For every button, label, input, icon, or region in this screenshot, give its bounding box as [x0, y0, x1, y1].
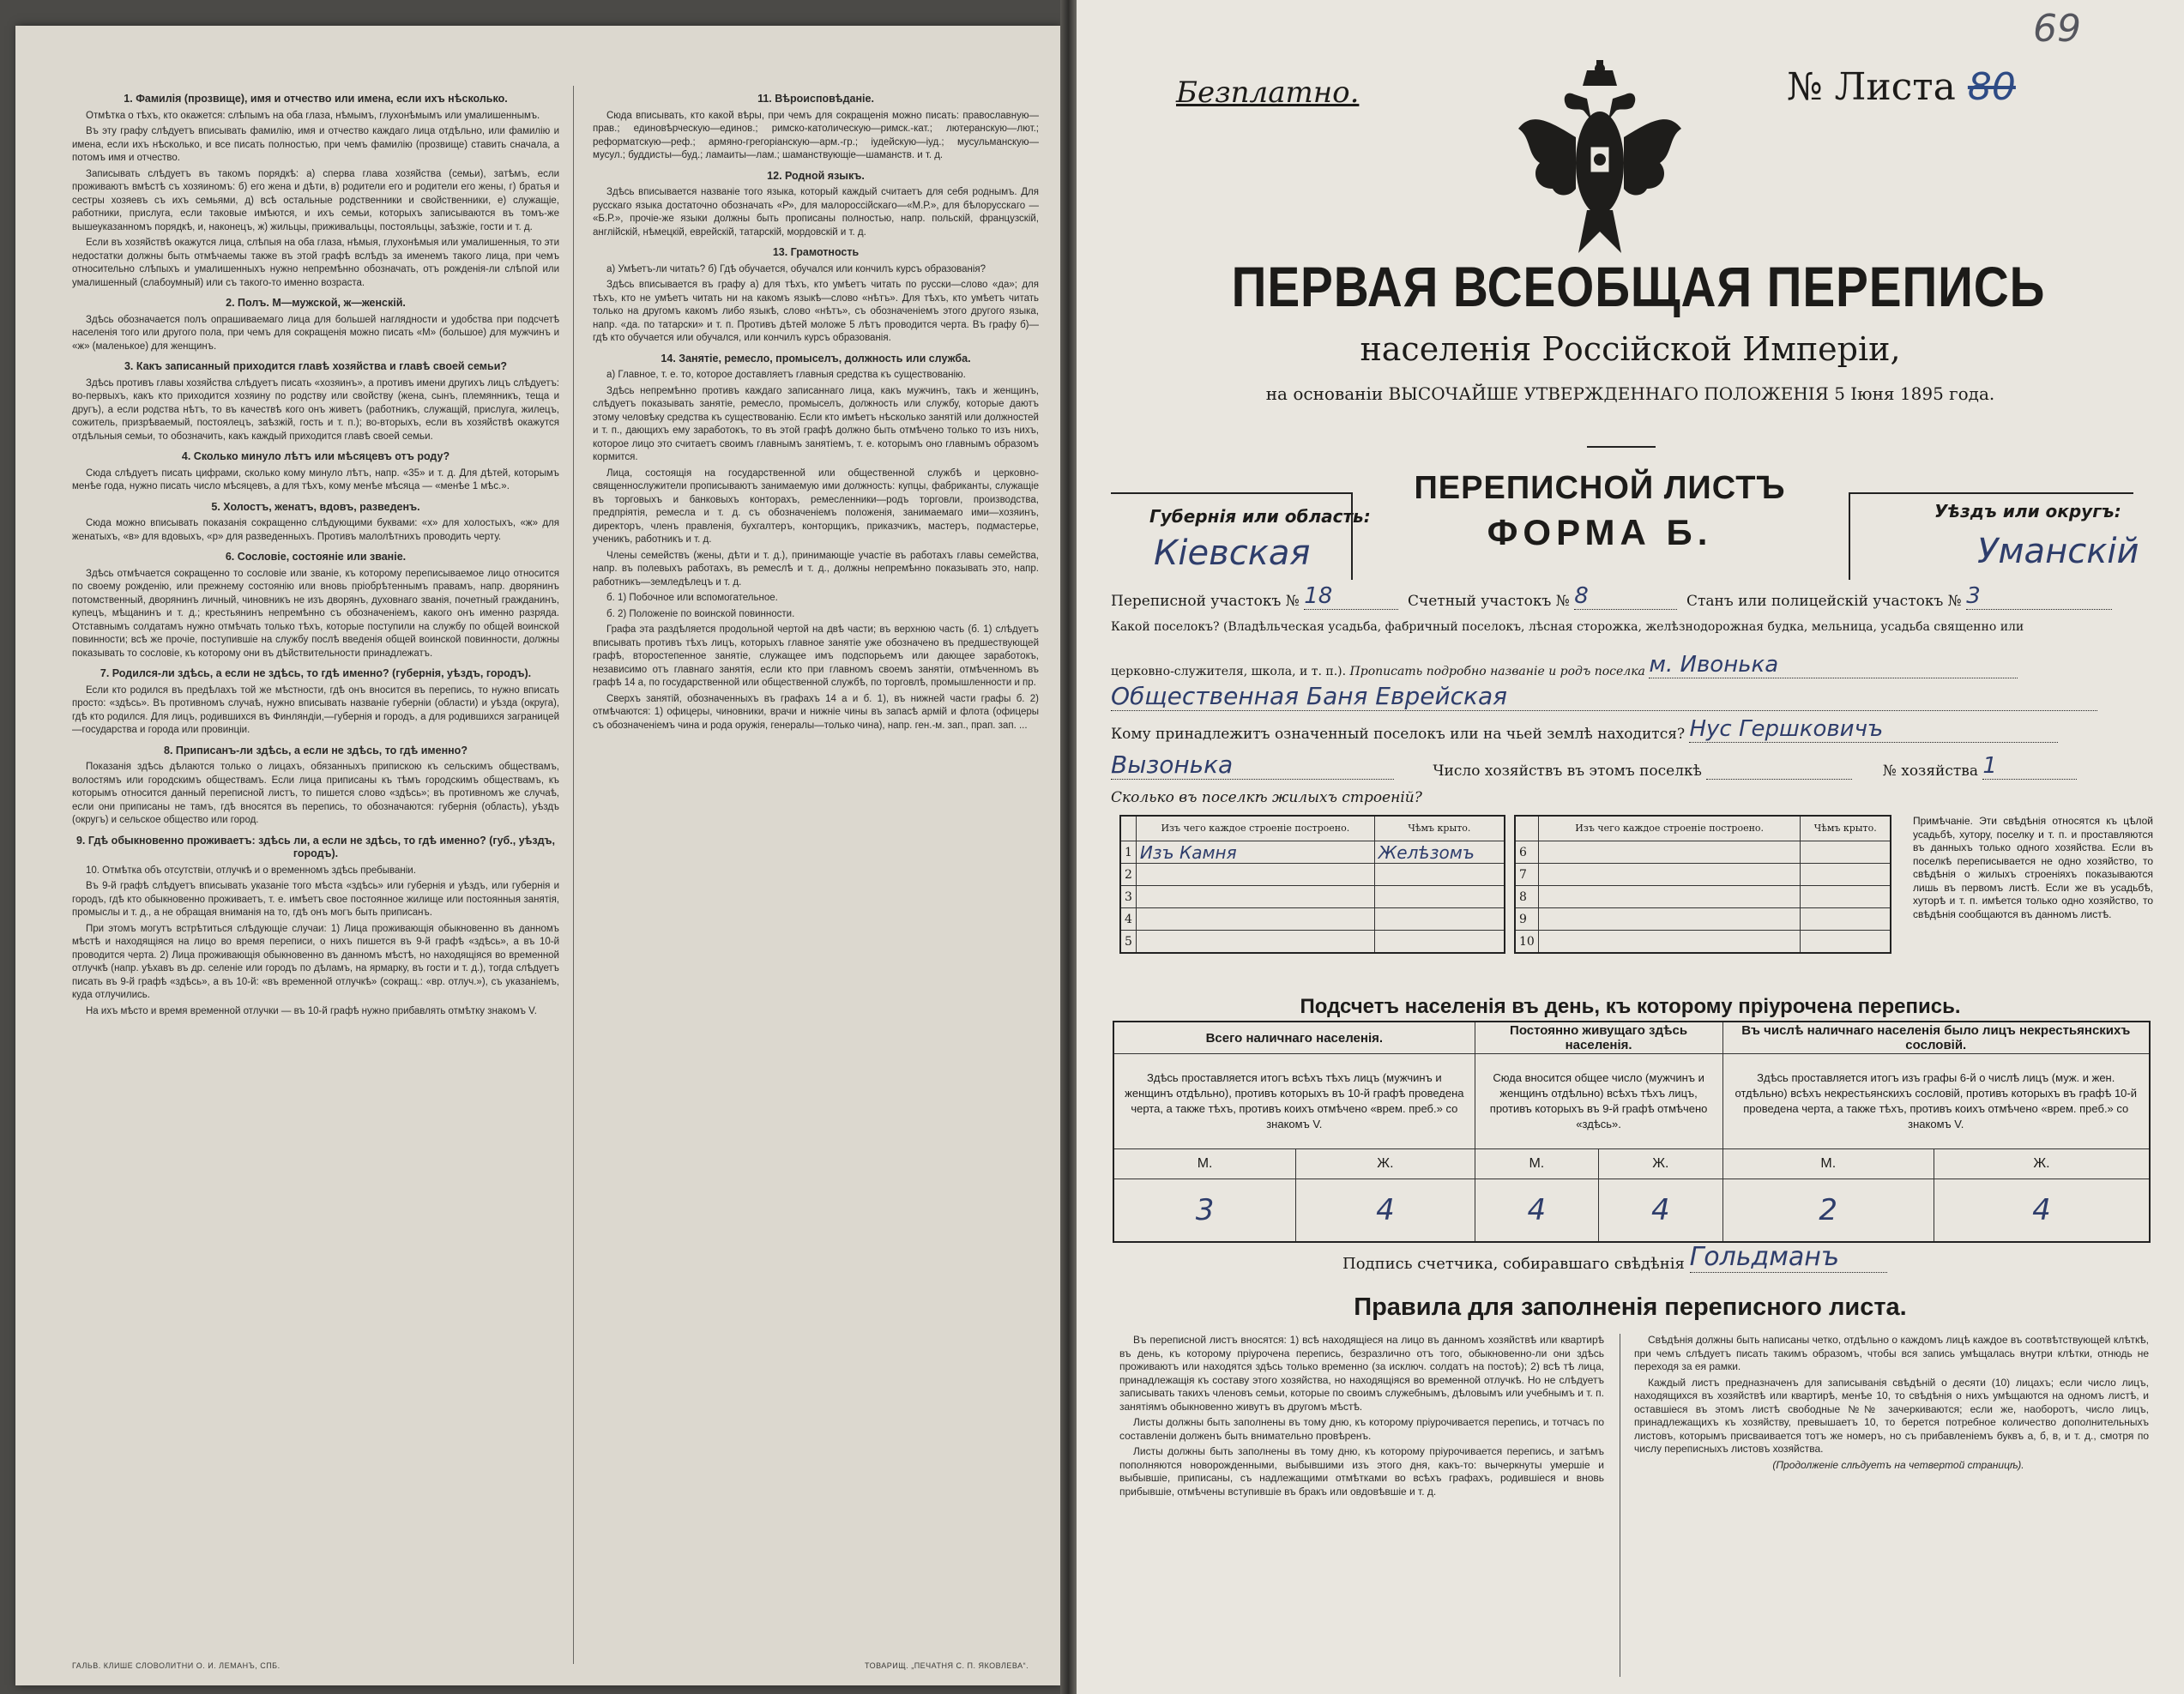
- gubernia-label: Губернія или область:: [1149, 506, 1371, 527]
- households-row: [1111, 751, 2149, 780]
- census-section-label: Переписной участокъ №: [1111, 593, 1300, 610]
- census-form-page: [1077, 0, 2184, 1694]
- rules-title: Правила для заполненія переписного листа.: [1354, 1293, 1907, 1321]
- rule-paragraph: Листы должны быть заполнены въ тому дню, къ которому пріурочивается перепись, и тотчасъ по составленіи долженъ быть внимательно провѣренъ.: [1119, 1416, 1604, 1442]
- owner-row: [1111, 716, 2149, 743]
- printer-mark-left: ГАЛЬВ. КЛИШЕ СЛОВОЛИТНИ О. И. ЛЕМАНЪ, СПБ.: [72, 1661, 281, 1670]
- gubernia-value: Кіевская: [1154, 534, 1311, 573]
- col-roof: Чѣмъ крыто.: [1374, 816, 1505, 841]
- sheet-number: [1787, 65, 2016, 109]
- rule-paragraph: Листы должны быть заполнены въ тому дню, къ которому пріурочивается перепись, и затѣмъ пополняются новорожденными, выбывшими изъ этого дня, какъ-то: вычеркнуты умершіе и выбывшіе, приписаны, съ надлежащими отмѣтками во всѣхъ графахъ, родившіеся и вновь прибывшіе, отмѣчены вступившіе въ бракъ или овдовѣвшіе и т. д.: [1119, 1445, 1604, 1498]
- m-label: М.: [1722, 1149, 1934, 1179]
- building-built: Изъ Камня: [1136, 841, 1374, 864]
- instruction-heading: 2. Полъ. М—мужской, ж—женскій.: [226, 297, 406, 309]
- instruction-paragraph: а) Главное, т. е. то, которое доставляетъ главныя средства къ существованію.: [606, 370, 966, 380]
- rule-paragraph: Свѣдѣнія должны быть написаны четко, отдѣльно о каждомъ лицѣ каждое въ соотвѣтствующей клѣткѣ, при чемъ слѣдуетъ писать такимъ образомъ, чтобы вся запись умѣщалась внутри клѣтки, отнюдь не переходя за ея рамки.: [1634, 1334, 2149, 1372]
- household-no-value: 1: [1982, 753, 2077, 780]
- count-head-total: Всего наличнаго населенія.: [1113, 1022, 1475, 1054]
- imperial-eagle-emblem-icon: [1514, 60, 1686, 257]
- instruction-section: [72, 667, 559, 738]
- resident-male-value: 4: [1475, 1179, 1598, 1243]
- sheet-number-label: № Листа: [1787, 65, 1956, 109]
- instruction-paragraph: Здѣсь обозначается полъ опрашиваемаго лица для большей наглядности и удобства при подсчетѣ населенія того или другого пола, при чемъ для сокращенія можно писать «М» (большое) для мужчинъ и «ж» (маленькое) для женщинъ.: [72, 314, 559, 352]
- instruction-paragraph: Въ эту графу слѣдуетъ вписывать фамилію, имя и отчество каждаго лица отдѣльно, или фамилію и имена, если ихъ нѣсколько, и все писать полностью, при чемъ фамилію (прозвище) ставить сначала, а потомъ имя и отчество.: [72, 126, 559, 163]
- building-no: 10: [1515, 931, 1538, 954]
- instruction-heading: 8. Приписанъ-ли здѣсь, а если не здѣсь, то гдѣ именно?: [164, 744, 468, 757]
- instruction-heading: 4. Сколько минуло лѣтъ или мѣсяцевъ отъ роду?: [181, 450, 450, 462]
- rules-continued: (Продолженіе слѣдуетъ на четвертой страницѣ).: [1772, 1458, 2024, 1471]
- book-gutter: [1060, 0, 1077, 1694]
- census-basis: на основаніи ВЫСОЧАЙШЕ УТВЕРЖДЕННАГО ПОЛОЖЕНІЯ 5 Іюня 1895 года.: [1265, 383, 1995, 404]
- total-female-value: 4: [1296, 1179, 1475, 1243]
- building-roof: [1374, 886, 1505, 908]
- form-name: [1385, 470, 1814, 553]
- instruction-paragraph: Здѣсь противъ главы хозяйства слѣдуетъ писать «хозяинъ», а противъ имени другихъ лицъ слѣдуетъ: во-первыхъ, какъ кто приходится хозяину по родству или свойству (жена, сынъ, племянникъ, теща и другъ), а если родства нѣтъ, то въ качествѣ кого онъ живетъ (работникъ, служащій, прислуга, жилецъ, сожитель, призрѣваемый, постоялецъ, заѣзжій, гость и т. п.); во-вторыхъ, если въ хозяйствѣ окажутся отдѣльныя семьи, то обозначить, какъ каждый приходится главѣ своей семьи.: [72, 377, 559, 442]
- instruction-paragraph: Сверхъ занятій, обозначенныхъ въ графахъ 14 а и б. 1), въ нижней части графы б. 2) отмѣчаются: 1) офицеры, чиновники, врачи и нижніе чины въ запасѣ армій и флота (офицеры съ обозначеніемъ чина и рода оружія, генералы—только чина), напр. ген.-м. зап., прап. зап. ...: [593, 693, 1039, 731]
- building-built: [1538, 841, 1801, 864]
- rule-paragraph: Въ переписной листъ вносятся: 1) всѣ находящіеся на лицо въ данномъ хозяйствѣ или квартирѣ въ день, къ которому пріурочена перепись, безразлично отъ того, обыкновенно-ли они здѣсь проживаютъ или находятся здѣсь только временно (за исключ. солдатъ на постоѣ); 2) всѣ тѣ лица, принадлежащія къ составу этого хозяйства, но находящіяся во временной отлучкѣ. Но не слѣдуетъ записывать такихъ членовъ семьи, которые по своимъ служебнымъ, дѣловымъ или учебнымъ и т. п. занятіямъ обыкновенно живутъ въ другомъ мѣстѣ.: [1119, 1334, 1604, 1413]
- count-desc-total: Здѣсь проставляется итогъ всѣхъ тѣхъ лицъ (мужчинъ и женщинъ отдѣльно), противъ которыхъ въ 10-й графѣ проведена черта, а также тѣхъ, противъ коихъ отмѣчено «врем. преб.» со знакомъ V.: [1113, 1054, 1475, 1149]
- buildings-table-2: [1514, 815, 1891, 954]
- instructions-column-2: [593, 86, 1039, 738]
- settlement-instruction: Прописать подробно названіе и родъ поселка: [1349, 665, 1645, 678]
- buildings-note: Примѣчаніе. Эти свѣдѣнія относятся къ цѣлой усадьбѣ, хутору, поселку и т. п. и проставляются въ данныхъ только одного хозяйства. Если въ поселкѣ переписывается не одно хозяйство, то свѣдѣнія о жилыхъ строеніяхъ показываются лишь въ первомъ листѣ. Если же въ усадьбѣ, хуторѣ и т. п. имѣется только одно хозяйство, то свѣдѣнія сообщаются въ данномъ листѣ.: [1913, 815, 2153, 920]
- building-no: 7: [1515, 864, 1538, 886]
- building-roof: [1374, 908, 1505, 931]
- instruction-section: [72, 835, 559, 1019]
- instruction-paragraph: Здѣсь отмѣчается сокращенно то сословіе или званіе, къ которому переписываемое лицо относится по своему рожденію, или прежнему состоянію или вновь пріобрѣтеннымъ правамъ, напр. дворянинъ потомственный, дворянинъ личный, чиновникъ не изъ дворянъ, духовнаго званія, почетный гражданинъ, купецъ, мѣщанинъ и т. д.; крестьянинъ непремѣнно съ обозначеніемъ, какого онъ именно разряда. Отставнымъ солдатамъ нужно отмѣчать только тѣхъ, которые поступили на службу по общей воинской повинности; всѣ же прочіе, поступившіе на службу послѣ введенія общей воинской повинности, должны показывать то сословіе, къ которому они въ дѣйствительности принадлежатъ.: [72, 568, 559, 659]
- m-label: М.: [1475, 1149, 1598, 1179]
- total-male-value: 3: [1113, 1179, 1296, 1243]
- owner-value-2: Вызонька: [1111, 751, 1394, 780]
- building-row: [1515, 908, 1891, 931]
- instruction-paragraph: Здѣсь вписывается въ графу а) для тѣхъ, кто умѣетъ читать по русски—слово «да»; для тѣхъ, кто не умѣетъ читать ни на какомъ языкѣ—слово «нѣтъ». Для тѣхъ, кто умѣетъ читать только на другомъ какомъ либо языкѣ, слово «нѣтъ», съ обозначеніемъ этого другого языка, напр. «да. по татарски» и т. п. Противъ дѣтей моложе 5 лѣтъ проводится черта. Въ графу б)—гдѣ кто обучается или обучался, или кончилъ курсъ образованія.: [593, 280, 1039, 343]
- building-row: [1515, 886, 1891, 908]
- instruction-paragraph: б. 2) Положеніе по воинской повинности.: [606, 608, 795, 619]
- census-subtitle: населенія Россійской Имперіи,: [1360, 330, 1901, 368]
- building-row: [1120, 841, 1505, 864]
- instruction-paragraph: На ихъ мѣсто и время временной отлучки — въ 10-й графѣ нужно прибавлять отмѣтку знакомъ V.: [86, 1005, 537, 1016]
- building-roof: [1801, 886, 1891, 908]
- building-no: 6: [1515, 841, 1538, 864]
- buildings-row: [1111, 789, 2149, 806]
- building-row: [1515, 864, 1891, 886]
- nonpeasant-male-value: 2: [1722, 1179, 1934, 1243]
- building-roof: [1374, 931, 1505, 954]
- building-row: [1120, 886, 1505, 908]
- instruction-heading: 9. Гдѣ обыкновенно проживаетъ: здѣсь ли, а если не здѣсь, то гдѣ именно? (губ., уѣздъ, городъ).: [75, 834, 556, 859]
- building-roof: [1801, 908, 1891, 931]
- rules-column-2: [1634, 1334, 2149, 1474]
- count-section-value: 8: [1574, 583, 1677, 610]
- archive-page-number: 69: [2033, 7, 2081, 51]
- building-built: [1136, 908, 1374, 931]
- instruction-section: [593, 353, 1039, 733]
- instruction-paragraph: Отмѣтка о тѣхъ, кто окажется: слѣпымъ на оба глаза, нѣмымъ, глухонѣмымъ или умалишеннымъ.: [86, 110, 540, 121]
- settlement-row: [1111, 652, 2149, 678]
- uezd-label: Уѣздъ или округъ:: [1934, 501, 2121, 521]
- instruction-paragraph: При этомъ могутъ встрѣтиться слѣдующіе случаи: 1) Лица проживающія обыкновенно въ данномъ мѣстѣ и находящіяся на лицо во время переписи, о нихъ пишется въ 9-й графѣ «здѣсь», а въ 10-й проводится черта. 2) Лица проживающія обыкновенно въ данномъ мѣстѣ, но находящіяся во временной отлучкѣ (напр. уѣхавъ въ др. селеніе или городъ по дѣламъ, на ярмарку, въ гости и т. д.), тогда слѣдуетъ писать въ 9-й графѣ «здѣсь», а въ 10-й: «въ временной отлучкѣ» (сокращ.: «вр. отлуч.»), съ указаніемъ, куда отлучились.: [72, 923, 559, 1000]
- instruction-paragraph: Сюда можно вписывать показанія сокращенно слѣдующими буквами: «х» для холостыхъ, «ж» для женатыхъ, «в» для вдовыхъ, «р» для разведенныхъ. Противъ малолѣтнихъ проводить черту.: [72, 518, 559, 542]
- instruction-section: [72, 745, 559, 828]
- buildings-label: Сколько въ поселкѣ жилыхъ строеній?: [1111, 789, 1422, 806]
- instruction-heading: 6. Сословіе, состояніе или званіе.: [225, 551, 407, 563]
- building-no: 5: [1120, 931, 1136, 954]
- count-desc-resident: Сюда вносится общее число (мужчинъ и женщинъ отдѣльно) всѣхъ тѣхъ лицъ, противъ которыхъ въ 9-й графѣ отмѣчено «здѣсь».: [1475, 1054, 1722, 1149]
- instruction-heading: 13. Грамотность: [772, 246, 860, 258]
- instruction-paragraph: Здѣсь вписывается названіе того языка, который каждый считаетъ для себя роднымъ. Для русскаго языка достаточно обозначать «Р», для малороссійскаго—«М.Р.», для бѣлорусскаго — «Б.Р.», прочіе-же языки должны быть прописаны полностью, напр. польскій, французскій, англійскій, нѣмецкій, еврейскій, татарскій, мордовскій и т. д.: [593, 187, 1039, 238]
- instruction-paragraph: Лица, состоящія на государственной или общественной службѣ и церковно-священнослужители прописываютъ занимаемую ими должность: купцы, фабриканты, служащіе въ торговыхъ и банковыхъ конторахъ, ремесленники—родъ торговли, производства, предпріятія, ремесла и т. д. съ обозначеніемъ положенія, занимаемаго ими—хозяинъ, директоръ, членъ правленія, бухгалтеръ, конторщикъ, приказчикъ, мастеръ, подмастерье, ученикъ, работникъ и т. д.: [593, 467, 1039, 545]
- building-built: [1136, 931, 1374, 954]
- instructions-column-1: [72, 86, 559, 1023]
- instruction-heading: 5. Холостъ, женатъ, вдовъ, разведенъ.: [211, 500, 420, 513]
- building-built: [1136, 886, 1374, 908]
- instruction-paragraph: б. 1) Побочное или вспомогательное.: [606, 593, 778, 603]
- instruction-heading: 11. Вѣроисповѣданіе.: [757, 93, 874, 105]
- signature-row: [1342, 1242, 1887, 1273]
- signature-value: Гольдманъ: [1690, 1242, 1887, 1273]
- instruction-section: [593, 170, 1039, 240]
- col-built-2: Изъ чего каждое строеніе построено.: [1538, 816, 1801, 841]
- instruction-paragraph: Показанія здѣсь дѣлаются только о лицахъ, обязанныхъ припискою къ сельскимъ обществамъ, волостямъ или городскимъ обществамъ. Если лица приписаны къ тѣмъ городскимъ обществамъ, къ которымъ относится данный переписной листъ, то пишется слово «здѣсь»; въ противномъ же случаѣ, если они приписаны не тамъ, гдѣ вносятся въ перепись, то обозначаются: губернія (область), уѣздъ (округъ) и сельское общество или город.: [72, 762, 559, 825]
- building-row: [1120, 931, 1505, 954]
- settlement-label-2: церковно-служителя, школа, и т. п.).: [1111, 665, 1347, 678]
- instruction-section: [593, 93, 1039, 163]
- building-row: [1120, 864, 1505, 886]
- building-no: 1: [1120, 841, 1136, 864]
- building-built: [1538, 908, 1801, 931]
- instruction-paragraph: Сюда слѣдуетъ писать цифрами, сколько кому минуло лѣтъ, напр. «35» и т. д. Для дѣтей, которымъ менѣе года, нужно писать число мѣсяцевъ, а для тѣхъ, кому менѣе мѣсяца — «менѣе 1 мѣс.».: [72, 467, 559, 491]
- census-section-value: 18: [1304, 583, 1398, 610]
- instruction-section: [72, 551, 559, 660]
- f-label: Ж.: [1934, 1149, 2150, 1179]
- building-roof: [1374, 864, 1505, 886]
- instruction-section: [593, 246, 1039, 346]
- sections-row: [1111, 583, 2149, 610]
- owner-label: Кому принадлежитъ означенный поселокъ или на чьей землѣ находится?: [1111, 726, 1686, 743]
- settlement-row-2: [1111, 682, 2149, 711]
- rules-column-1: [1119, 1334, 1604, 1501]
- instruction-paragraph: Здѣсь непремѣнно противъ каждаго записаннаго лица, какъ мужчинъ, такъ и женщинъ, слѣдуетъ показывать занятіе, ремесло, промыселъ, должность или службу, которые даютъ этому человѣку средства къ существованію. Если кто имѣетъ нѣсколько занятій или должностей и т. п., дающихъ ему заработокъ, то въ этой графѣ должно быть отмѣчено только то изъ нихъ, которое лицо это считаетъ своимъ главнымъ занятіемъ, т. е. которымъ оно главнымъ образомъ кормится.: [593, 385, 1039, 462]
- settlement-label: Какой поселокъ? (Владѣльческая усадьба, фабричный поселокъ, лѣсная сторожка, желѣзнодорожная будка, мельница, усадьба священно или: [1111, 620, 2024, 634]
- building-built: [1136, 864, 1374, 886]
- instruction-paragraph: Записывать слѣдуетъ въ такомъ порядкѣ: а) сперва глава хозяйства (семьи), затѣмъ, если проживаютъ вмѣстѣ съ хозяиномъ: б) его жена и дѣти, в) родители его и родители его жены, г) братья и сестры хозяевъ съ ихъ семьями, д) всѣ остальные родственники и свойственники, е) служащіе, работники, прислуга, если таковые имѣются, и ихъ семьи, которыхъ записываются въ томъ-же вышеуказанномъ порядкѣ, и, наконецъ, ж) жильцы, приживальцы, постояльцы, заѣзжіе, гости и т. д.: [72, 168, 559, 232]
- instruction-paragraph: Если кто родился въ предѣлахъ той же мѣстности, гдѣ онъ вносится въ перепись, то нужно вписать просто: «здѣсь». Въ противномъ случаѣ, нужно вписывать названіе губерніи (области) и уѣзда (округа), гдѣ кто родился. Для лицъ, родившихся въ Финляндіи,—губернія и городъ, а для родившихся заграницей—государства и города или провинціи.: [72, 684, 559, 735]
- instruction-paragraph: Въ 9-й графѣ слѣдуетъ вписывать указаніе того мѣста «здѣсь» или губернія и уѣздъ, или губернія и городъ, гдѣ кто обыкновенно проживаетъ, т. е. имѣетъ свое постоянное жилище или постоянныя занятія, промыслы и т. д., а не обращая вниманія на то, гдѣ онъ могъ быть приписанъ.: [72, 881, 559, 918]
- instruction-section: [72, 450, 559, 494]
- instruction-section: [72, 360, 559, 443]
- building-row: [1120, 908, 1505, 931]
- count-head-resident: Постоянно живущаго здѣсь населенія.: [1475, 1022, 1722, 1054]
- instruction-paragraph: Члены семействъ (жены, дѣти и т. д.), принимающіе участіе въ работахъ главы семейства, напр. въ полевыхъ работахъ, въ ремеслѣ и т. д., должны непремѣнно показывать это, напр. работникъ—земледѣлецъ и т. д.: [593, 550, 1039, 588]
- instruction-section: [72, 501, 559, 545]
- instruction-paragraph: а) Умѣетъ-ли читать? б) Гдѣ обучается, обучался или кончилъ курсъ образованія?: [606, 263, 986, 274]
- building-roof: Желѣзомъ: [1374, 841, 1505, 864]
- building-built: [1538, 886, 1801, 908]
- owner-value: Нус Гершковичъ: [1689, 716, 2058, 743]
- free-label: Безплатно.: [1176, 75, 1360, 110]
- instruction-paragraph: 10. Отмѣтка объ отсутствіи, отлучкѣ и о временномъ здѣсь пребываніи.: [86, 865, 416, 876]
- f-label: Ж.: [1599, 1149, 1722, 1179]
- instruction-heading: 14. Занятіе, ремесло, промыселъ, должность или служба.: [661, 352, 971, 365]
- instruction-section: [72, 297, 559, 353]
- building-built: [1538, 864, 1801, 886]
- building-no: 4: [1120, 908, 1136, 931]
- households-value: [1706, 779, 1852, 780]
- stan-label: Станъ или полицейскій участокъ №: [1686, 593, 1962, 610]
- settlement-value: м. Ивонька: [1649, 652, 2018, 678]
- household-no-label: № хозяйства: [1882, 763, 1979, 780]
- column-divider: [573, 86, 574, 1664]
- count-caption: Подсчетъ населенія въ день, къ которому пріурочена перепись.: [1300, 995, 1961, 1018]
- census-title: ПЕРВАЯ ВСЕОБЩАЯ ПЕРЕПИСЬ: [1231, 255, 2046, 318]
- stan-value: 3: [1966, 583, 2112, 610]
- settlement-value-2: Общественная Баня Еврейская: [1111, 682, 2097, 711]
- instruction-heading: 12. Родной языкъ.: [767, 169, 865, 182]
- title-divider: [1587, 446, 1656, 448]
- form-name-line2: ФОРМА Б.: [1487, 512, 1713, 552]
- instruction-heading: 1. Фамилія (прозвище), имя и отчество или имена, если ихъ нѣсколько.: [124, 93, 508, 105]
- left-page-instructions: [15, 26, 1060, 1685]
- instruction-heading: 3. Какъ записанный приходится главѣ хозяйства и главѣ своей семьи?: [124, 360, 508, 372]
- building-roof: [1801, 864, 1891, 886]
- building-no: 2: [1120, 864, 1136, 886]
- form-name-line1: ПЕРЕПИСНОЙ ЛИСТЪ: [1414, 470, 1786, 506]
- nonpeasant-female-value: 4: [1934, 1179, 2150, 1243]
- resident-female-value: 4: [1599, 1179, 1722, 1243]
- building-roof: [1801, 931, 1891, 954]
- count-section-label: Счетный участокъ №: [1408, 593, 1570, 610]
- building-no: 3: [1120, 886, 1136, 908]
- f-label: Ж.: [1296, 1149, 1475, 1179]
- signature-label: Подпись счетчика, собиравшаго свѣдѣнія: [1342, 1255, 1685, 1273]
- printer-mark-right: ТОВАРИЩ. „ПЕЧАТНЯ С. П. ЯКОВЛЕВА“.: [865, 1661, 1029, 1670]
- building-no: 9: [1515, 908, 1538, 931]
- m-label: М.: [1113, 1149, 1296, 1179]
- instruction-paragraph: Сюда вписывать, кто какой вѣры, при чемъ для сокращенія можно писать: православную—прав.; единовѣрческую—единов.; римско-католическую—римск.-кат.; лютеранскую—лют.; реформатскую—реф.; армяно-грегоріанскую—арм.-гр.; іудейскую—іуд.; мусульманскую—мусул.; буддисты—буд.; ламаиты—лам.; шаманствующіе—шаманств. и т. д.: [593, 110, 1039, 160]
- sheet-number-value: 80: [1967, 65, 2016, 109]
- building-row: [1515, 841, 1891, 864]
- building-built: [1538, 931, 1801, 954]
- uezd-value: Уманскій: [1977, 532, 2139, 571]
- rule-paragraph: Каждый листъ предназначенъ для записыванія свѣдѣній о десяти (10) лицахъ; если число лицъ, находящихся въ хозяйствѣ или квартирѣ, менѣе 10, то свѣдѣнія о нихъ умѣщаются на одномъ листѣ, и оставшіеся въ этомъ листѣ свободные №№ зачеркиваются; если же, наоборотъ, число лицъ, принадлежащихъ къ хозяйству, превышаетъ 10, то берется потребное количество дополнительныхъ листовъ, которымъ присваивается тотъ же номеръ, но съ прибавленіемъ буквъ а, б, в, и т. д., смотря по числу переписныхъ листовъ хозяйства.: [1634, 1376, 2149, 1455]
- buildings-table-1: [1119, 815, 1505, 954]
- population-count-table: [1113, 1021, 2151, 1243]
- building-roof: [1801, 841, 1891, 864]
- instruction-heading: 7. Родился-ли здѣсь, а если не здѣсь, то гдѣ именно? (губернія, уѣздъ, городъ).: [100, 667, 532, 679]
- building-no: 8: [1515, 886, 1538, 908]
- count-head-nonpeasant: Въ числѣ наличнаго населенія было лицъ некрестьянскихъ сословій.: [1722, 1022, 2150, 1054]
- form-header: [1111, 470, 2153, 592]
- building-row: [1515, 931, 1891, 954]
- households-label: Число хозяйствъ въ этомъ поселкѣ: [1433, 763, 1702, 780]
- buildings-section: [1111, 815, 2153, 982]
- instruction-section: [72, 93, 559, 290]
- instruction-paragraph: Если въ хозяйствѣ окажутся лица, слѣпыя на оба глаза, нѣмыя, глухонѣмыя или умалишенныя, то эти недостатки должны быть отмѣчаемы также въ этой графѣ вслѣдъ за именемъ такого лица, при чемъ относительно слѣпыхъ и умалишенныхъ нужно непремѣнно обозначать, отъ рожденія-ли слѣпой или умалишенный (слабоумный) или съ такого-то именно возраста.: [72, 238, 559, 288]
- instruction-paragraph: Графа эта раздѣляется продольной чертой на двѣ части; въ верхнюю часть (б. 1) слѣдуетъ вписывать противъ тѣхъ лицъ, которыхъ главное занятіе уже обозначено въ предшествующей графѣ, второстепенное занятіе, служащее имъ подспорьемъ или дающее заработокъ, независимо отъ главнаго занятія, если кто при главномъ своемъ занятіи, отмѣченномъ въ графѣ 14 а, по государственной или общественной службѣ, по торговлѣ, промышленности и пр.: [593, 624, 1039, 688]
- count-desc-nonpeasant: Здѣсь проставляется итогъ изъ графы 6-й о числѣ лицъ (муж. и жен. отдѣльно) всѣхъ некрестьянскихъ сословій, противъ которыхъ въ графѣ 10-й проведена черта, а также тѣхъ, противъ коихъ отмѣчено «врем. преб.» со знакомъ V.: [1722, 1054, 2150, 1149]
- col-roof-2: Чѣмъ крыто.: [1801, 816, 1891, 841]
- col-built: Изъ чего каждое строеніе построено.: [1136, 816, 1374, 841]
